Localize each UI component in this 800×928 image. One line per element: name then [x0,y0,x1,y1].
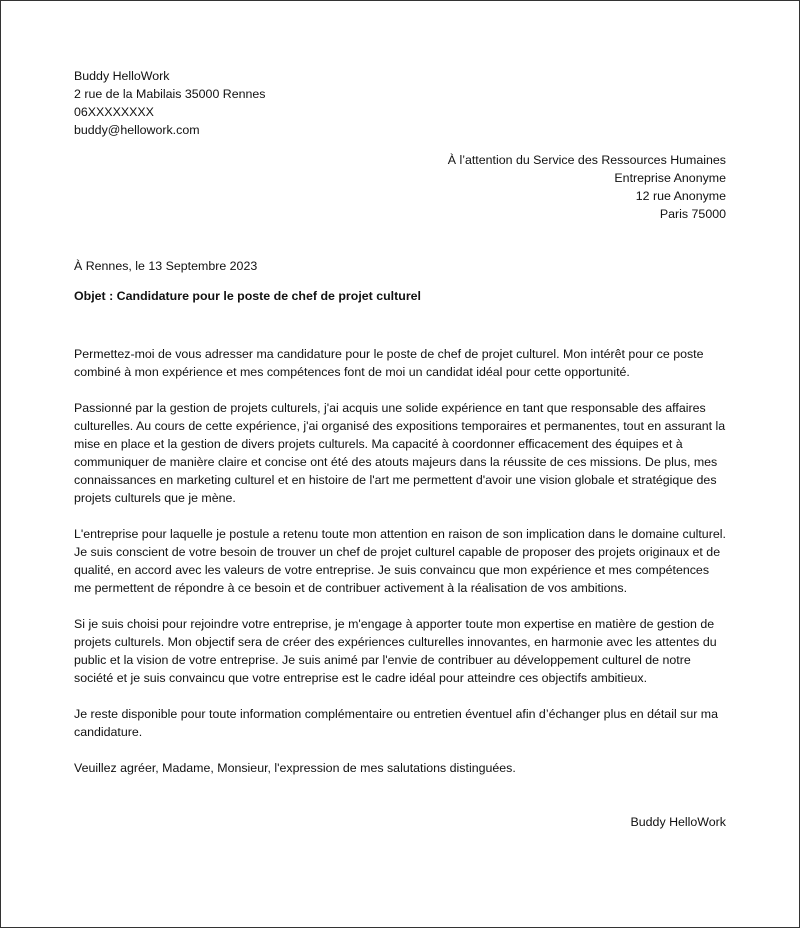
date-line: À Rennes, le 13 Septembre 2023 [74,259,258,273]
recipient-block [74,151,726,223]
recipient-street: 12 rue Anonyme [635,189,726,203]
sender-name: Buddy HelloWork [74,69,170,83]
sender-email: buddy@hellowork.com [74,123,200,137]
recipient-city: Paris 75000 [659,207,726,221]
closing-paragraph: Veuillez agréer, Madame, Monsieur, l'expression de mes salutations distinguées. [74,761,516,775]
letter-content [74,67,726,831]
sender-phone: 06XXXXXXXX [74,105,154,119]
body-paragraph: Je reste disponible pour toute information complémentaire ou entretien éventuel afin d’échanger plus en détail sur ma candidature. [74,707,719,739]
sender-block [74,67,726,139]
letter-body [74,345,726,777]
signature: Buddy HelloWork [630,815,726,829]
body-paragraph: Si je suis choisi pour rejoindre votre entreprise, je m'engage à apporter toute mon expertise en matière de gestion de projets culturels. Mon objectif sera de créer des expériences culturelles innovantes, en harmonie avec les attentes du public et la vision de votre entreprise. Je suis animé par l'envie de contribuer au développement culturel de notre société et je suis convaincu que votre entreprise est le cadre idéal pour atteindre ces objectifs ambitieux. [74,617,717,685]
body-paragraph: L'entreprise pour laquelle je postule a retenu toute mon attention en raison de son implication dans le domaine culturel. Je suis conscient de votre besoin de trouver un chef de projet culturel capable de proposer des projets originaux et de qualité, en accord avec les valeurs de votre entreprise. Je suis convaincu que mon expérience et mes compétences me permettent de répondre à ce besoin et de contribuer activement à la réalisation de vos ambitions. [74,527,726,595]
body-paragraph: Passionné par la gestion de projets culturels, j'ai acquis une solide expérience en tant que responsable des affaires culturelles. Au cours de cette expérience, j'ai organisé des expositions temporaires et permanentes, tout en assurant la mise en place et la gestion de divers projets culturels. Ma capacité à coordonner efficacement des équipes et à communiquer de manière claire et concise ont été des atouts majeurs dans la réussite de ces missions. De plus, mes connaissances en marketing culturel et en histoire de l'art me permettent d'avoir une vision globale et stratégique des projets culturels que je mène. [74,401,726,505]
body-paragraph: Permettez-moi de vous adresser ma candidature pour le poste de chef de projet culturel. Mon intérêt pour ce poste combiné à mon expérience et mes compétences font de moi un candidat idéal pour cette opportunité. [74,347,704,379]
sender-address: 2 rue de la Mabilais 35000 Rennes [74,87,266,101]
recipient-attention: À l’attention du Service des Ressources Humaines [447,153,726,167]
recipient-company: Entreprise Anonyme [614,171,726,185]
subject-line: Objet : Candidature pour le poste de chef de projet culturel [74,289,421,303]
